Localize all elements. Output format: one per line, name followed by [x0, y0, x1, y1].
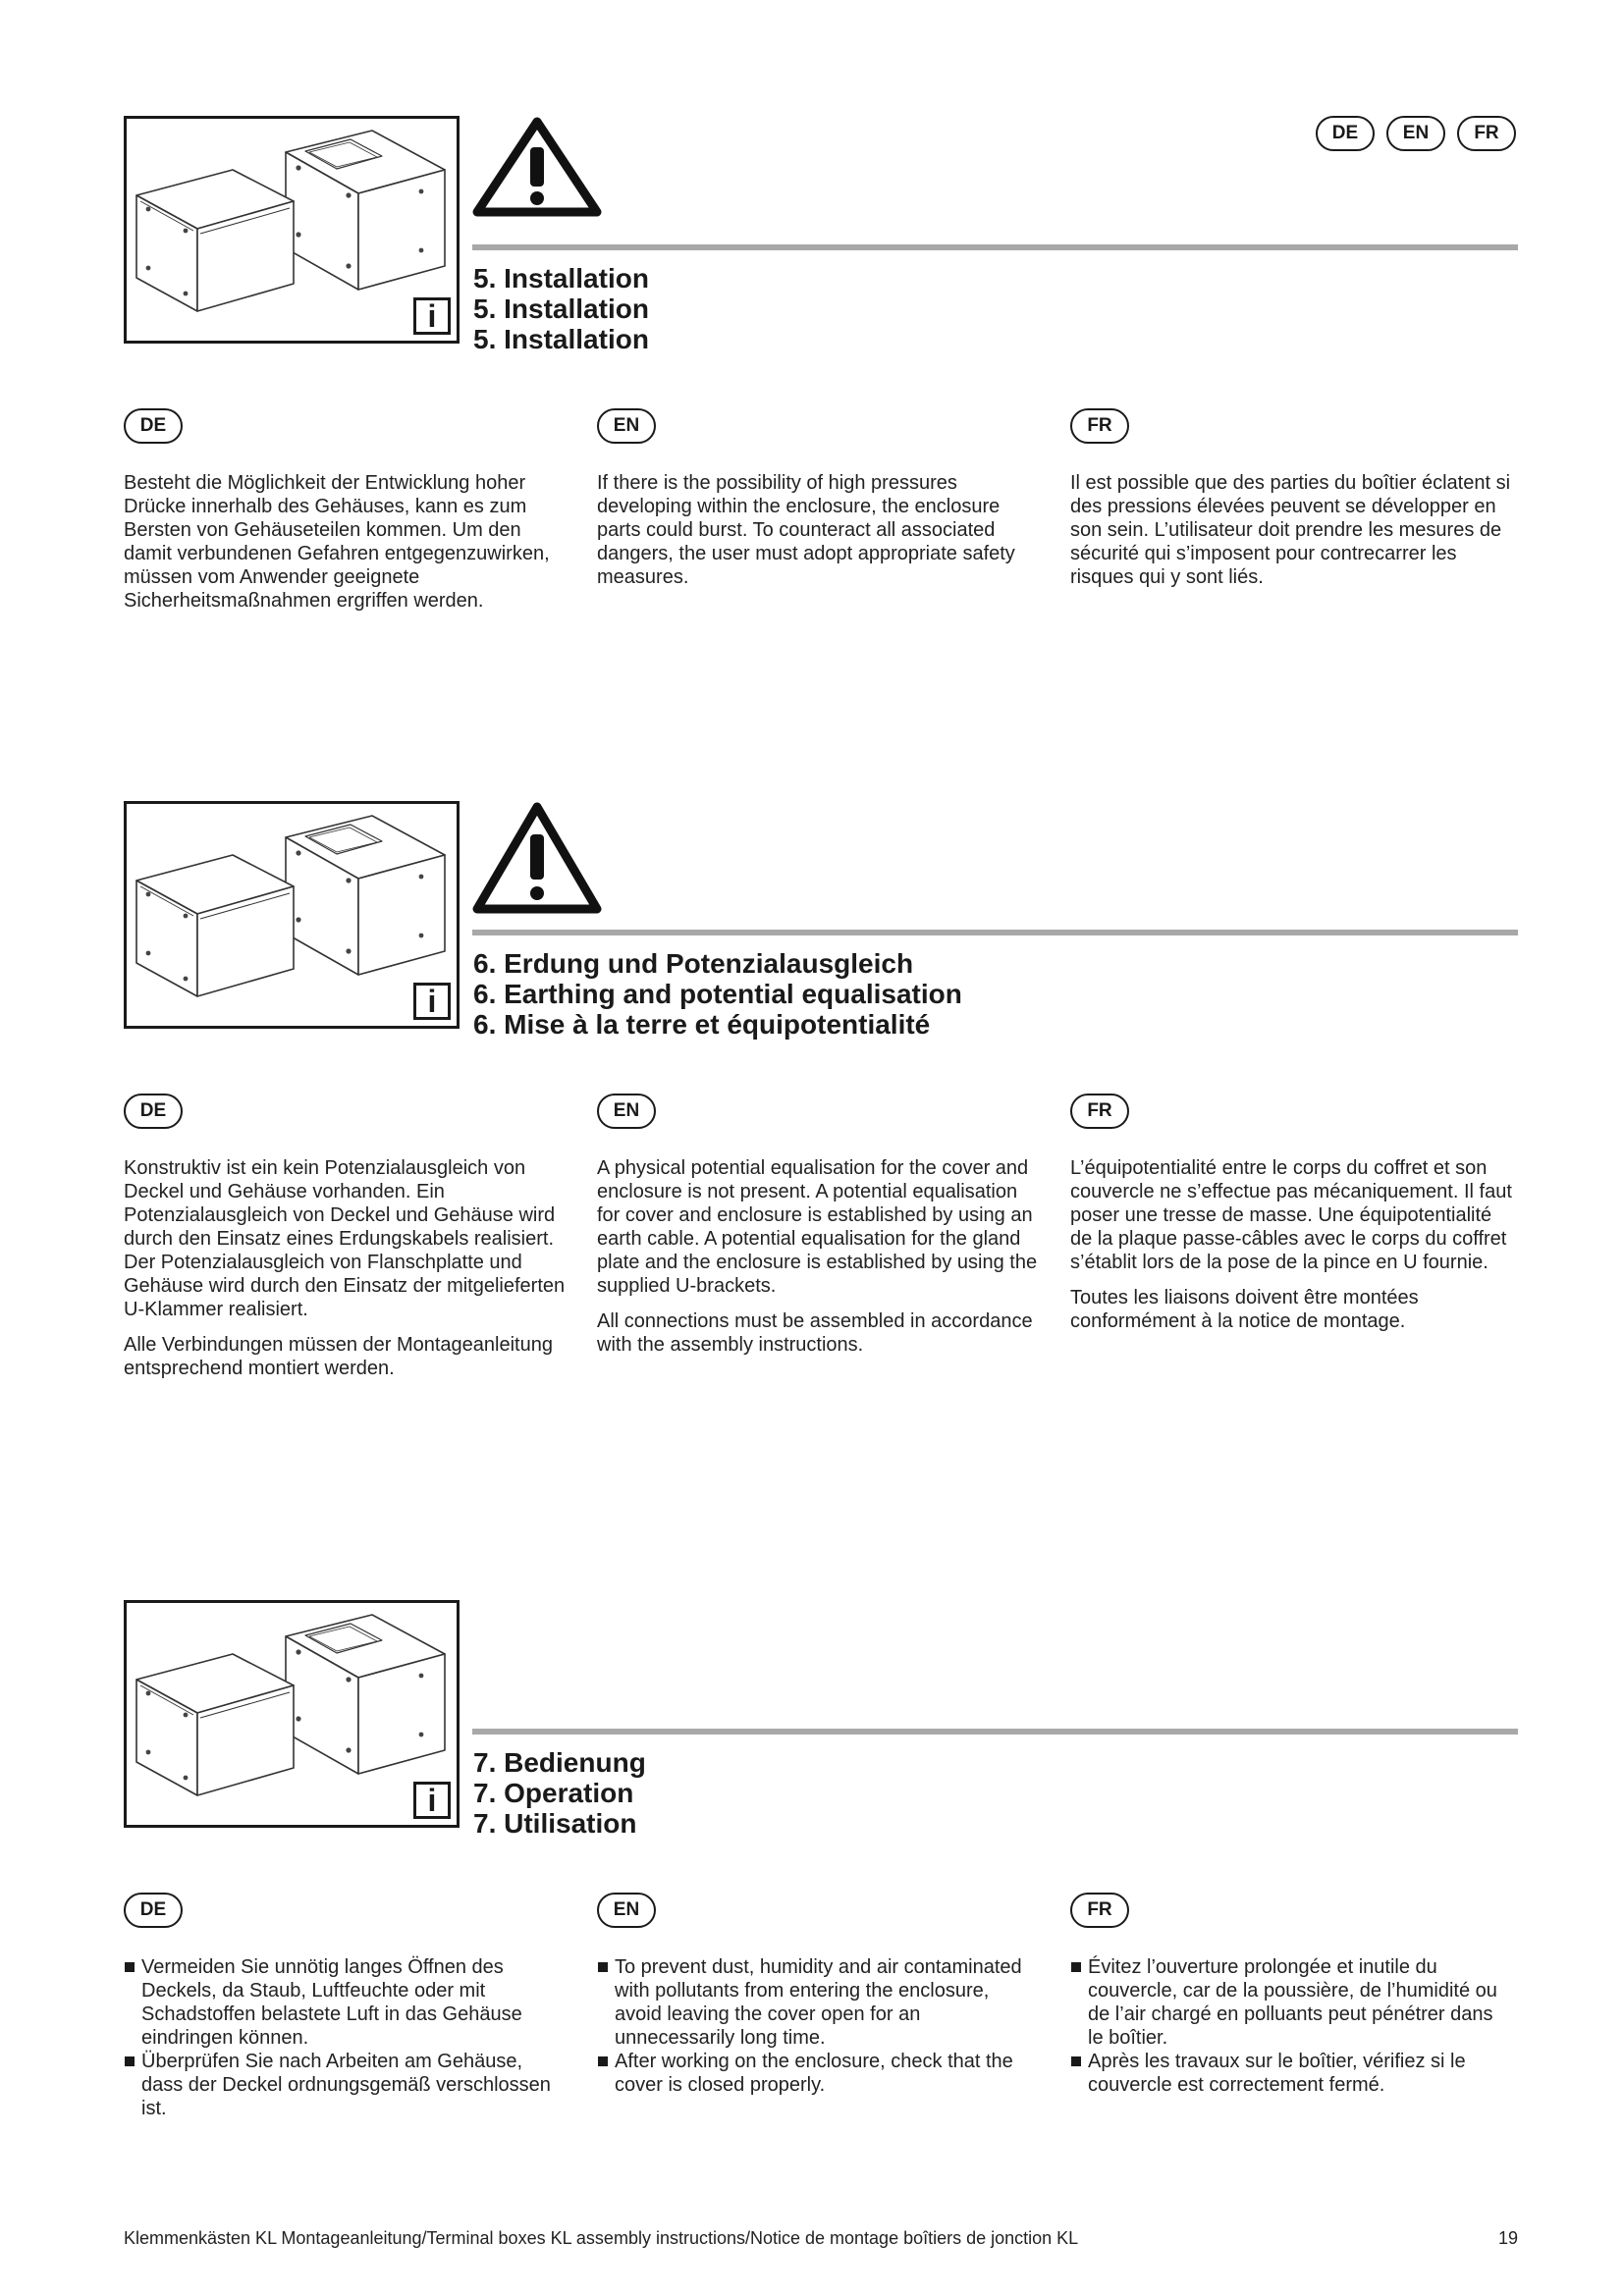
lang-badge-en: EN — [597, 408, 656, 444]
page-footer — [124, 2228, 1518, 2249]
section-title-en: 5. Installation — [473, 294, 649, 324]
section-titles — [473, 1747, 646, 1839]
lang-badge-de: DE — [124, 1893, 183, 1928]
paragraph: Besteht die Möglichkeit der Entwicklung hoher Drücke innerhalb des Gehäuses, kann es zum Bersten von Gehäuseteilen kommen. Um den damit verbundenen Gefahren entgegenzuwirken, müssen vom Anwender geeignete Sicherheitsmaßnahmen ergriffen werden. — [124, 472, 550, 612]
lang-badge-de[interactable]: DE — [1316, 116, 1375, 151]
lang-badge-en[interactable]: EN — [1386, 116, 1445, 151]
section-rule — [472, 930, 1518, 935]
section-title-en: 7. Operation — [473, 1778, 634, 1808]
lang-badge-en: EN — [597, 1893, 656, 1928]
column-de — [124, 1893, 566, 2120]
figure-frame — [124, 801, 460, 1029]
column-en — [597, 1893, 1039, 2097]
paragraph: All connections must be assembled in accordance with the assembly instructions. — [597, 1310, 1033, 1356]
lang-badge-fr: FR — [1070, 1094, 1129, 1129]
figure-frame — [124, 1600, 460, 1828]
list-item: Évitez l’ouverture prolongée et inutile du couvercle, car de la poussière, de l’humidité ou de l’air chargé en polluants peut pénétrer dans le boîtier. — [1070, 1955, 1512, 2050]
section-earthing — [124, 801, 1518, 1390]
section-title-fr: 5. Installation — [473, 324, 649, 354]
list-item: After working on the enclosure, check that the cover is closed properly. — [597, 2050, 1039, 2097]
list-item: To prevent dust, humidity and air contaminated with pollutants from entering the enclosure, avoid leaving the cover open for an unnecessarily long time. — [597, 1955, 1039, 2050]
paragraph: L’équipotentialité entre le corps du coffret et son couvercle ne s’effectue pas mécaniquement. Il faut poser une tresse de masse. Une équipotentialité de la plaque passe-câbles avec le corps du coffret s’établit lors de la pose de la pince en U fournie. — [1070, 1157, 1512, 1273]
page-number: 19 — [1497, 2228, 1518, 2248]
terminal-box-illustration — [127, 804, 457, 1026]
section-installation — [124, 116, 1518, 626]
bullet-list — [1070, 1955, 1512, 2097]
column-de — [124, 408, 566, 613]
column-fr — [1070, 1094, 1512, 1333]
info-icon: i — [413, 297, 451, 335]
paragraph: Konstruktiv ist ein kein Potenzialausgleich von Deckel und Gehäuse vorhanden. Ein Potenzialausgleich von Deckel und Gehäuse wird durch den Einsatz eines Erdungskabels realisiert. Der Potenzialausgleich von Flanschplatte und Gehäuse wird durch den Einsatz der mitgelieferten U-Klammer realisiert. — [124, 1157, 566, 1320]
terminal-box-illustration — [127, 119, 457, 341]
section-title-de: 7. Bedienung — [473, 1747, 646, 1778]
section-title-fr: 6. Mise à la terre et équipotentialité — [473, 1009, 931, 1040]
paragraph: If there is the possibility of high pressures developing within the enclosure, the enclosure parts could burst. To counteract all associated dangers, the user must adopt appropriate safety measures. — [597, 472, 1015, 588]
column-de — [124, 1094, 566, 1380]
paragraph: Il est possible que des parties du boîtier éclatent si des pressions élevées peuvent se développer en son sein. L’utilisateur doit prendre les mesures de sécurité qui s’imposent pour contrecarrer les risques qui y sont liés. — [1070, 472, 1511, 588]
column-fr — [1070, 408, 1512, 589]
lang-badge-de: DE — [124, 1094, 183, 1129]
paragraph: Toutes les liaisons doivent être montées conformément à la notice de montage. — [1070, 1287, 1419, 1332]
column-en — [597, 1094, 1039, 1357]
lang-badge-en: EN — [597, 1094, 656, 1129]
footer-text: Klemmenkästen KL Montageanleitung/Terminal boxes KL assembly instructions/Notice de montage boîtiers de jonction KL — [124, 2228, 1079, 2248]
section-titles — [473, 263, 649, 354]
lang-badge-fr: FR — [1070, 408, 1129, 444]
bullet-list — [124, 1955, 566, 2120]
section-title-fr: 7. Utilisation — [473, 1808, 637, 1839]
list-item: Überprüfen Sie nach Arbeiten am Gehäuse, dass der Deckel ordnungsgemäß verschlossen ist. — [124, 2050, 566, 2120]
section-titles — [473, 948, 962, 1040]
warning-triangle-icon — [471, 116, 603, 218]
info-icon: i — [413, 1782, 451, 1819]
bullet-list — [597, 1955, 1039, 2097]
section-operation — [124, 1600, 1518, 2130]
section-rule — [472, 1729, 1518, 1735]
section-title-en: 6. Earthing and potential equalisation — [473, 979, 962, 1009]
column-en — [597, 408, 1039, 589]
lang-badge-fr[interactable]: FR — [1457, 116, 1516, 151]
list-item: Vermeiden Sie unnötig langes Öffnen des Deckels, da Staub, Luftfeuchte oder mit Schadstoffen belastete Luft in das Gehäuse eindringen können. — [124, 1955, 566, 2050]
warning-triangle-icon — [471, 801, 603, 915]
info-icon: i — [413, 983, 451, 1020]
column-fr — [1070, 1893, 1512, 2097]
lang-badge-fr: FR — [1070, 1893, 1129, 1928]
paragraph: Alle Verbindungen müssen der Montageanleitung entsprechend montiert werden. — [124, 1334, 553, 1379]
terminal-box-illustration — [127, 1603, 457, 1825]
section-title-de: 5. Installation — [473, 263, 649, 294]
section-rule — [472, 244, 1518, 250]
figure-frame — [124, 116, 460, 344]
paragraph: A physical potential equalisation for the cover and enclosure is not present. A potential equalisation for cover and enclosure is established by using an earth cable. A potential equalisation for the gland plate and the enclosure is established by using the supplied U-brackets. — [597, 1157, 1038, 1297]
list-item: Après les travaux sur le boîtier, vérifiez si le couvercle est correctement fermé. — [1070, 2050, 1512, 2097]
lang-badge-de: DE — [124, 408, 183, 444]
section-title-de: 6. Erdung und Potenzialausgleich — [473, 948, 914, 979]
